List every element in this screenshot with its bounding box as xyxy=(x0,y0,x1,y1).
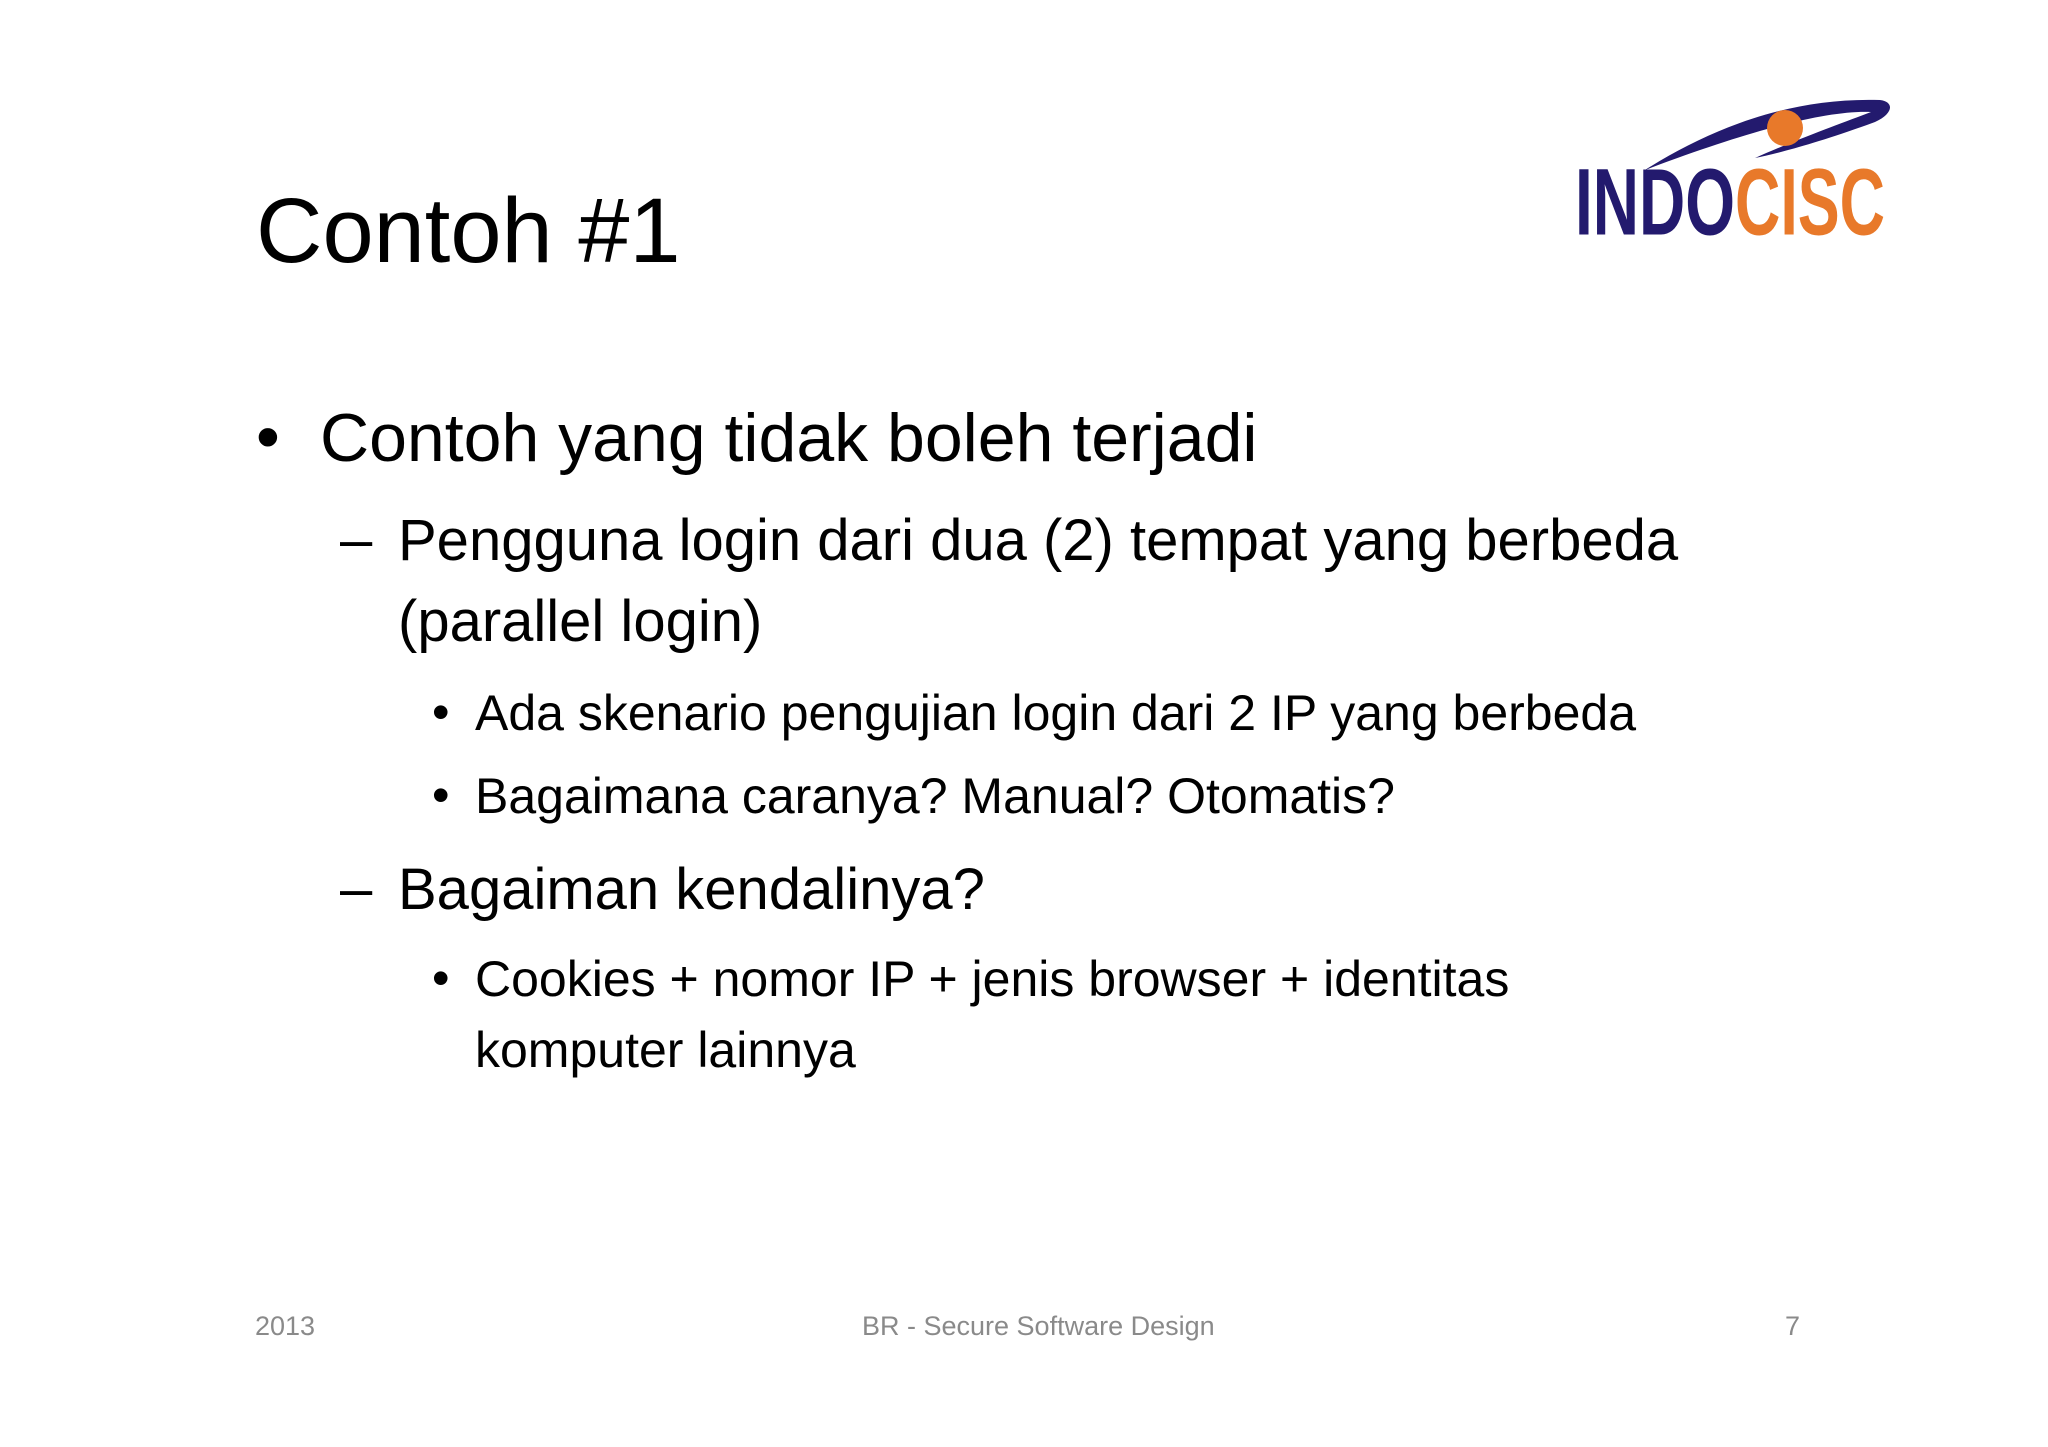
logo-orange-dot xyxy=(1767,110,1803,146)
bullet-text: Contoh yang tidak boleh terjadi xyxy=(320,400,1258,476)
sub-sub-bullet-text: Ada skenario pengujian login dari 2 IP yang berbeda xyxy=(475,685,1637,741)
footer-page-number: 7 xyxy=(1785,1311,1801,1341)
sub-sub-bullet-text: Cookies + nomor IP + jenis browser + identitas xyxy=(475,951,1510,1007)
bullet-marker: • xyxy=(256,399,280,475)
sub-bullet-text-continued: (parallel login) xyxy=(398,589,763,654)
footer-title: BR - Secure Software Design xyxy=(862,1311,1215,1341)
bullet-marker: • xyxy=(432,767,450,823)
sub-sub-bullet-text: Bagaimana caranya? Manual? Otomatis? xyxy=(475,768,1395,824)
bullet-marker: • xyxy=(432,684,450,740)
footer-date: 2013 xyxy=(255,1311,316,1341)
sub-bullet-text: Pengguna login dari dua (2) tempat yang berbeda xyxy=(398,508,1679,573)
logo-text-left: INDO xyxy=(1575,148,1735,252)
sub-sub-bullet-text-continued: komputer lainnya xyxy=(475,1022,856,1078)
sub-bullet-text: Bagaiman kendalinya? xyxy=(398,857,985,922)
logo-text-right: CISC xyxy=(1735,148,1885,252)
dash-marker: – xyxy=(340,507,373,572)
bullet-marker: • xyxy=(432,950,450,1006)
indocisc-logo xyxy=(1575,92,1895,252)
dash-marker: – xyxy=(340,856,373,921)
slide-title: Contoh #1 xyxy=(256,180,681,282)
